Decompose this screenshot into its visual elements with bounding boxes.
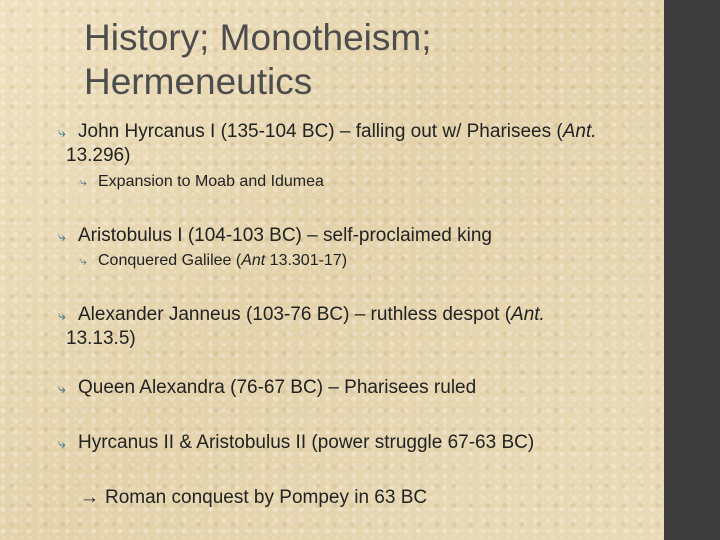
subbullet-expansion xyxy=(80,172,324,192)
bullet-italic: Ant. xyxy=(511,304,545,325)
bullet-continuation: 13.13.5) xyxy=(66,328,136,349)
curved-arrow-bullet-icon: ⤷ xyxy=(58,124,66,140)
subbullet-text: Conquered Galilee ( xyxy=(98,252,242,269)
bullet-text: Queen Alexandra (76-67 BC) – Pharisees ruled xyxy=(78,377,477,398)
bullet-queen-alexandra xyxy=(58,376,476,400)
conclusion-text: Roman conquest by Pompey in 63 BC xyxy=(105,487,428,508)
curved-arrow-bullet-icon: ⤷ xyxy=(80,254,87,268)
subbullet-italic: Ant xyxy=(241,252,266,269)
subbullet-text: Expansion to Moab and Idumea xyxy=(98,173,324,190)
slide-title: History; Monotheism; Hermeneutics xyxy=(84,17,432,102)
bullet-aristobulus xyxy=(58,224,492,248)
bullet-alexander-janneus xyxy=(58,303,545,350)
bullet-italic: Ant. xyxy=(562,121,597,142)
bullet-john-hyrcanus xyxy=(58,120,597,167)
curved-arrow-bullet-icon: ⤷ xyxy=(58,307,66,323)
right-arrow-icon: → xyxy=(80,487,99,508)
conclusion-line xyxy=(80,487,427,509)
right-sidebar-bar xyxy=(664,0,720,540)
bullet-hyrcanus-aristobulus xyxy=(58,431,534,455)
bullet-text: Hyrcanus II & Aristobulus II (power struggle 67-63 BC) xyxy=(78,432,535,453)
subbullet-galilee xyxy=(80,251,347,271)
curved-arrow-bullet-icon: ⤷ xyxy=(80,175,87,189)
curved-arrow-bullet-icon: ⤷ xyxy=(58,228,66,244)
curved-arrow-bullet-icon: ⤷ xyxy=(58,435,66,451)
curved-arrow-bullet-icon: ⤷ xyxy=(58,380,66,396)
bullet-text: Aristobulus I (104-103 BC) – self-proclaimed king xyxy=(78,225,492,246)
subbullet-text-end: 13.301-17) xyxy=(265,252,348,269)
bullet-text: John Hyrcanus I (135-104 BC) – falling out w/ Pharisees ( xyxy=(78,121,563,142)
bullet-continuation: 13.296) xyxy=(66,145,131,166)
bullet-text: Alexander Janneus (103-76 BC) – ruthless despot ( xyxy=(78,304,512,325)
